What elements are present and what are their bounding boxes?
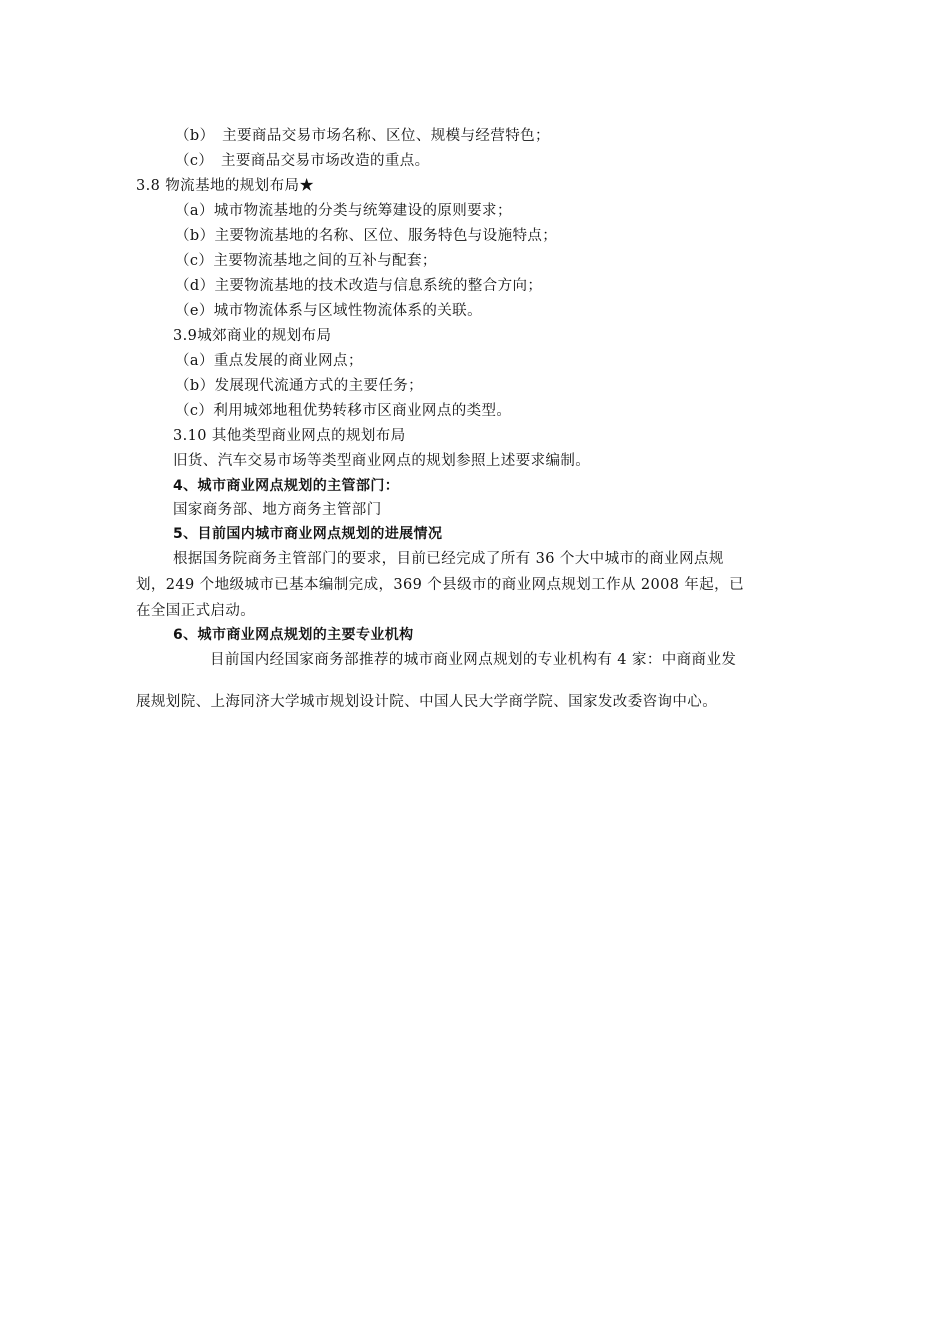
section-heading-4: 4、城市商业网点规划的主管部门： bbox=[173, 478, 400, 494]
list-item-3-8-d: （d）主要物流基地的技术改造与信息系统的整合方向； bbox=[175, 278, 543, 294]
list-item-3-9-c: （c）利用城郊地租优势转移市区商业网点的类型。 bbox=[175, 403, 512, 419]
list-item-3-7-c: （c） 主要商品交易市场改造的重点。 bbox=[175, 153, 430, 169]
section-heading-3-9: 3.9城郊商业的规划布局 bbox=[173, 328, 332, 344]
paragraph-4: 国家商务部、地方商务主管部门 bbox=[173, 502, 382, 518]
paragraph-6-line-2: 展规划院、上海同济大学城市规划设计院、中国人民大学商学院、国家发改委咨询中心。 bbox=[136, 694, 718, 710]
section-heading-5: 5、目前国内城市商业网点规划的进展情况 bbox=[173, 526, 443, 542]
list-item-3-8-e: （e）城市物流体系与区域性物流体系的关联。 bbox=[175, 303, 482, 319]
paragraph-5-line-2: 划，249 个地级城市已基本编制完成，369 个县级市的商业网点规划工作从 2008 年起，已 bbox=[136, 577, 744, 593]
list-item-3-7-b: （b） 主要商品交易市场名称、区位、规模与经营特色； bbox=[175, 128, 550, 144]
list-item-3-8-b: （b）主要物流基地的名称、区位、服务特色与设施特点； bbox=[175, 228, 558, 244]
section-heading-3-10: 3.10 其他类型商业网点的规划布局 bbox=[173, 428, 406, 444]
list-item-3-8-a: （a）城市物流基地的分类与统筹建设的原则要求； bbox=[175, 203, 512, 219]
section-heading-3-8: 3.8 物流基地的规划布局★ bbox=[136, 178, 315, 194]
paragraph-5-line-3: 在全国正式启动。 bbox=[136, 603, 256, 619]
list-item-3-9-a: （a）重点发展的商业网点； bbox=[175, 353, 363, 369]
list-item-3-8-c: （c）主要物流基地之间的互补与配套； bbox=[175, 253, 437, 269]
paragraph-5-line-1: 根据国务院商务主管部门的要求，目前已经完成了所有 36 个大中城市的商业网点规 bbox=[173, 551, 724, 567]
section-heading-6: 6、城市商业网点规划的主要专业机构 bbox=[173, 627, 414, 643]
paragraph-6-line-1: 目前国内经国家商务部推荐的城市商业网点规划的专业机构有 4 家：中商商业发 bbox=[210, 652, 737, 668]
list-item-3-9-b: （b）发展现代流通方式的主要任务； bbox=[175, 378, 424, 394]
paragraph-3-10: 旧货、汽车交易市场等类型商业网点的规划参照上述要求编制。 bbox=[173, 453, 591, 469]
